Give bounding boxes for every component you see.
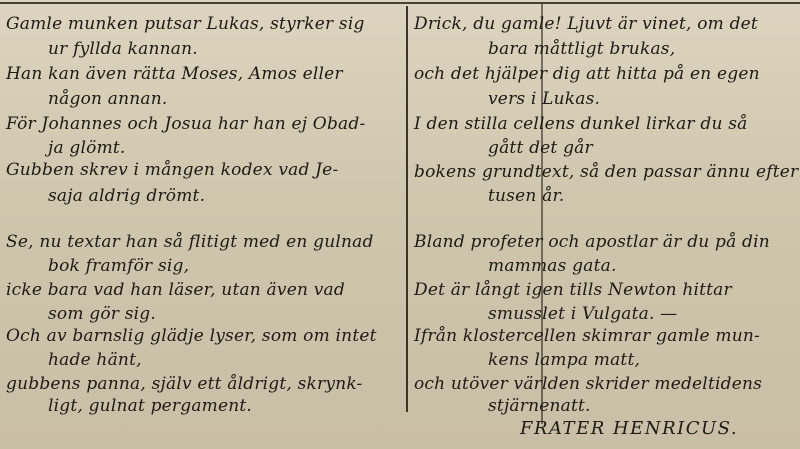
poem-line: och det hjälper dig att hitta på en egen <box>414 64 760 84</box>
poem-line: smusslet i Vulgata. — <box>488 304 678 324</box>
poem-line: icke bara vad han läser, utan även vad <box>6 280 345 300</box>
poem-line: ja glömt. <box>48 138 126 158</box>
poem-line: Se, nu textar han så flitigt med en gulnad <box>6 232 374 252</box>
poem-line: Bland profeter och apostlar är du på din <box>414 232 770 252</box>
poem-line: Och av barnslig glädje lyser, som om intet <box>6 326 377 346</box>
poem-line: mammas gata. <box>488 256 617 276</box>
poem-line: I den stilla cellens dunkel lirkar du så <box>414 114 748 134</box>
poem-line: stjärnenatt. <box>488 396 591 416</box>
poem-line: Det är långt igen tills Newton hittar <box>414 280 732 300</box>
poem-line: och utöver världen skrider medeltidens <box>414 374 763 394</box>
poem-line: någon annan. <box>48 89 168 109</box>
poem-line: kens lampa matt, <box>488 350 641 370</box>
column-divider <box>406 6 408 412</box>
author-signature: FRATER HENRICUS. <box>520 418 739 439</box>
top-rule <box>0 2 800 4</box>
poem-line: Ifrån klostercellen skimrar gamle mun- <box>414 326 760 346</box>
poem-line: saja aldrig drömt. <box>48 186 206 206</box>
poem-line: Gubben skrev i mången kodex vad Je- <box>6 160 339 180</box>
poem-line: Han kan även rätta Moses, Amos eller <box>6 64 343 84</box>
poem-line: gubbens panna, själv ett åldrigt, skrynk- <box>6 374 363 394</box>
poem-line: ur fyllda kannan. <box>48 39 198 59</box>
poem-line: ligt, gulnat pergament. <box>48 396 253 416</box>
poem-line: hade hänt, <box>48 350 142 370</box>
poem-line: bokens grundtext, så den passar ännu efter <box>414 162 799 182</box>
poem-line: vers i Lukas. <box>488 89 601 109</box>
poem-line: som gör sig. <box>48 304 156 324</box>
poem-line: gått det går <box>488 138 593 158</box>
poem-line: Drick, du gamle! Ljuvt är vinet, om det <box>414 14 758 34</box>
poem-line: För Johannes och Josua har han ej Obad- <box>6 114 366 134</box>
poem-line: bok framför sig, <box>48 256 190 276</box>
poem-line: Gamle munken putsar Lukas, styrker sig <box>6 14 365 34</box>
poem-line: bara måttligt brukas, <box>488 39 676 59</box>
poem-line: tusen år. <box>488 186 565 206</box>
